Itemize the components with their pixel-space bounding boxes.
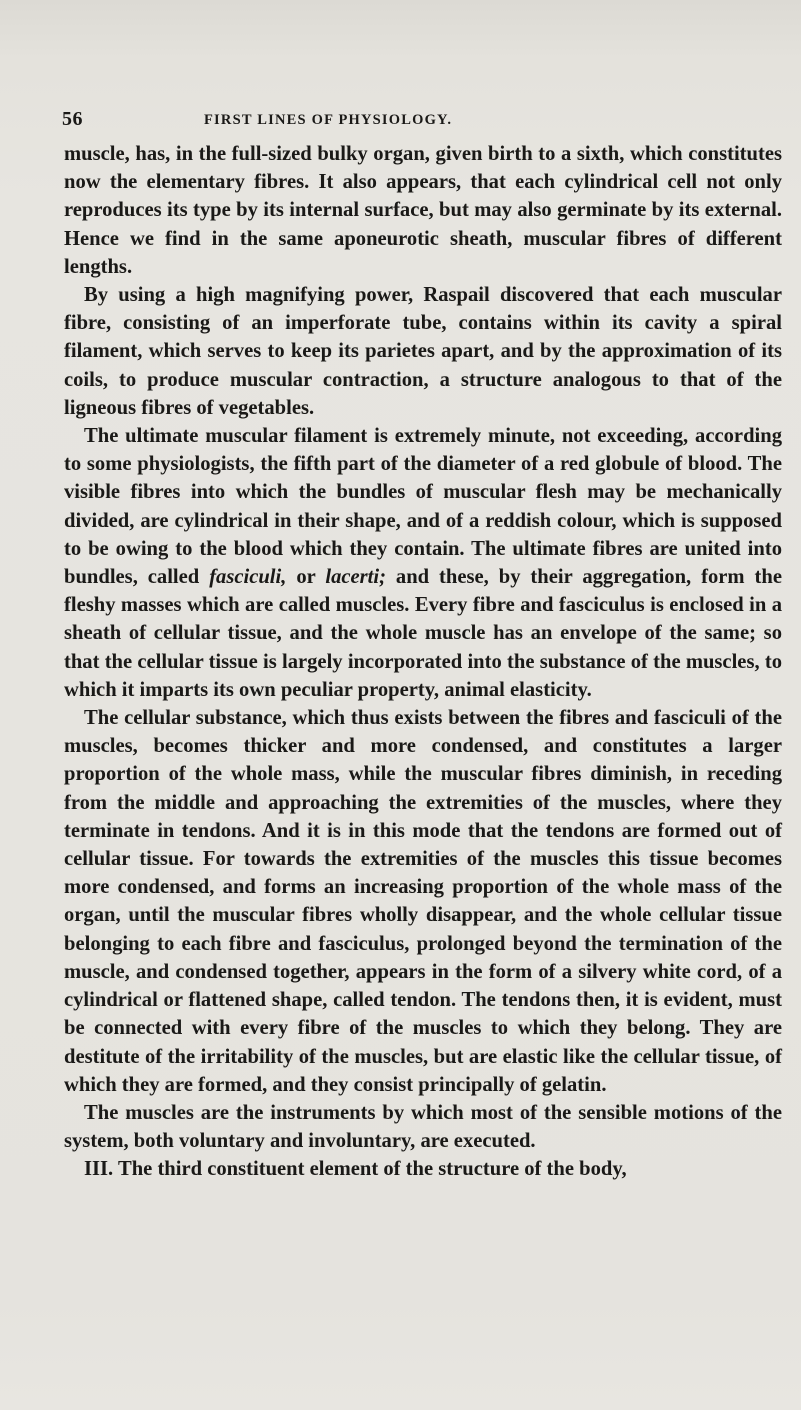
filament-text-or: or <box>296 566 316 589</box>
term-fasciculi: fasciculi, <box>209 566 287 589</box>
page-header <box>62 108 782 136</box>
running-head: FIRST LINES OF PHYSIOLOGY. <box>204 112 453 128</box>
paragraph-tendons: The cellular substance, which thus exists between the fibres and fasciculi of the muscles, becomes thicker and more condensed, and constitutes a larger proportion of the whole mass, while the muscular fibres diminish, in receding from the middle and approaching the extremities of the muscles, where they terminate in tendons. And it is in this mode that the tendons are formed out of cellular tissue. For towards the extremities of the muscles this tissue becomes more condensed, and forms an increasing proportion of the whole mass of the organ, until the muscular fibres wholly disappear, and the whole cellular tissue belonging to each fibre and fasciculus, prolonged beyond the termination of the muscle, and condensed together, appears in the form of a silvery white cord, of a cylindrical or flattened shape, called tendon. The tendons then, it is evident, must be connected with every fibre of the muscles to which they belong. They are destitute of the irritability of the muscles, but are elastic like the cellular tissue, of which they are formed, and they consist principally of gelatin. <box>64 707 782 1096</box>
paragraph-third-element: III. The third constituent element of the structure of the body, <box>84 1158 627 1181</box>
paragraph-ultimate-filament <box>64 422 782 704</box>
filament-text-part2: and these, by their aggregation, form the fleshy masses which are called muscles. Every fibre and fasciculus is enclosed in a sheath of cellular tissue, and the whole muscle has an envelope of the same; so that the cellular tissue is largely incorporated into the substance of the muscles, to which it imparts its own peculiar property, animal elasticity. <box>64 566 782 701</box>
page-number: 56 <box>62 108 83 130</box>
filament-text-part1: The ultimate muscular filament is extremely minute, not exceeding, according to some physiologists, the fifth part of the diameter of a red globule of blood. The visible fibres into which the bundles of muscular flesh may be mechanically divided, are cylindrical in their shape, and of a reddish colour, which is supposed to be owing to the blood which they contain. The ultimate fibres are united into bundles, called <box>64 425 782 589</box>
body-text <box>64 140 782 1184</box>
paragraph-muscle-instruments: The muscles are the instruments by which most of the sensible motions of the system, both voluntary and involuntary, are executed. <box>64 1101 782 1153</box>
paragraph-muscle-cells: muscle, has, in the full-sized bulky organ, given birth to a sixth, which constitutes now the elementary fibres. It also appears, that each cylindrical cell not only reproduces its type by its internal surface, but may also germinate by its external. Hence we find in the same aponeurotic sheath, muscular fibres of different lengths. <box>64 143 782 278</box>
term-lacerti: lacerti; <box>325 566 386 589</box>
paragraph-raspail: By using a high magnifying power, Raspail discovered that each muscular fibre, consisting of an imperforate tube, contains within its cavity a spiral filament, which serves to keep its parietes apart, and by the approximation of its coils, to produce muscular contraction, a structure analogous to that of the ligneous fibres of vegetables. <box>64 284 782 419</box>
